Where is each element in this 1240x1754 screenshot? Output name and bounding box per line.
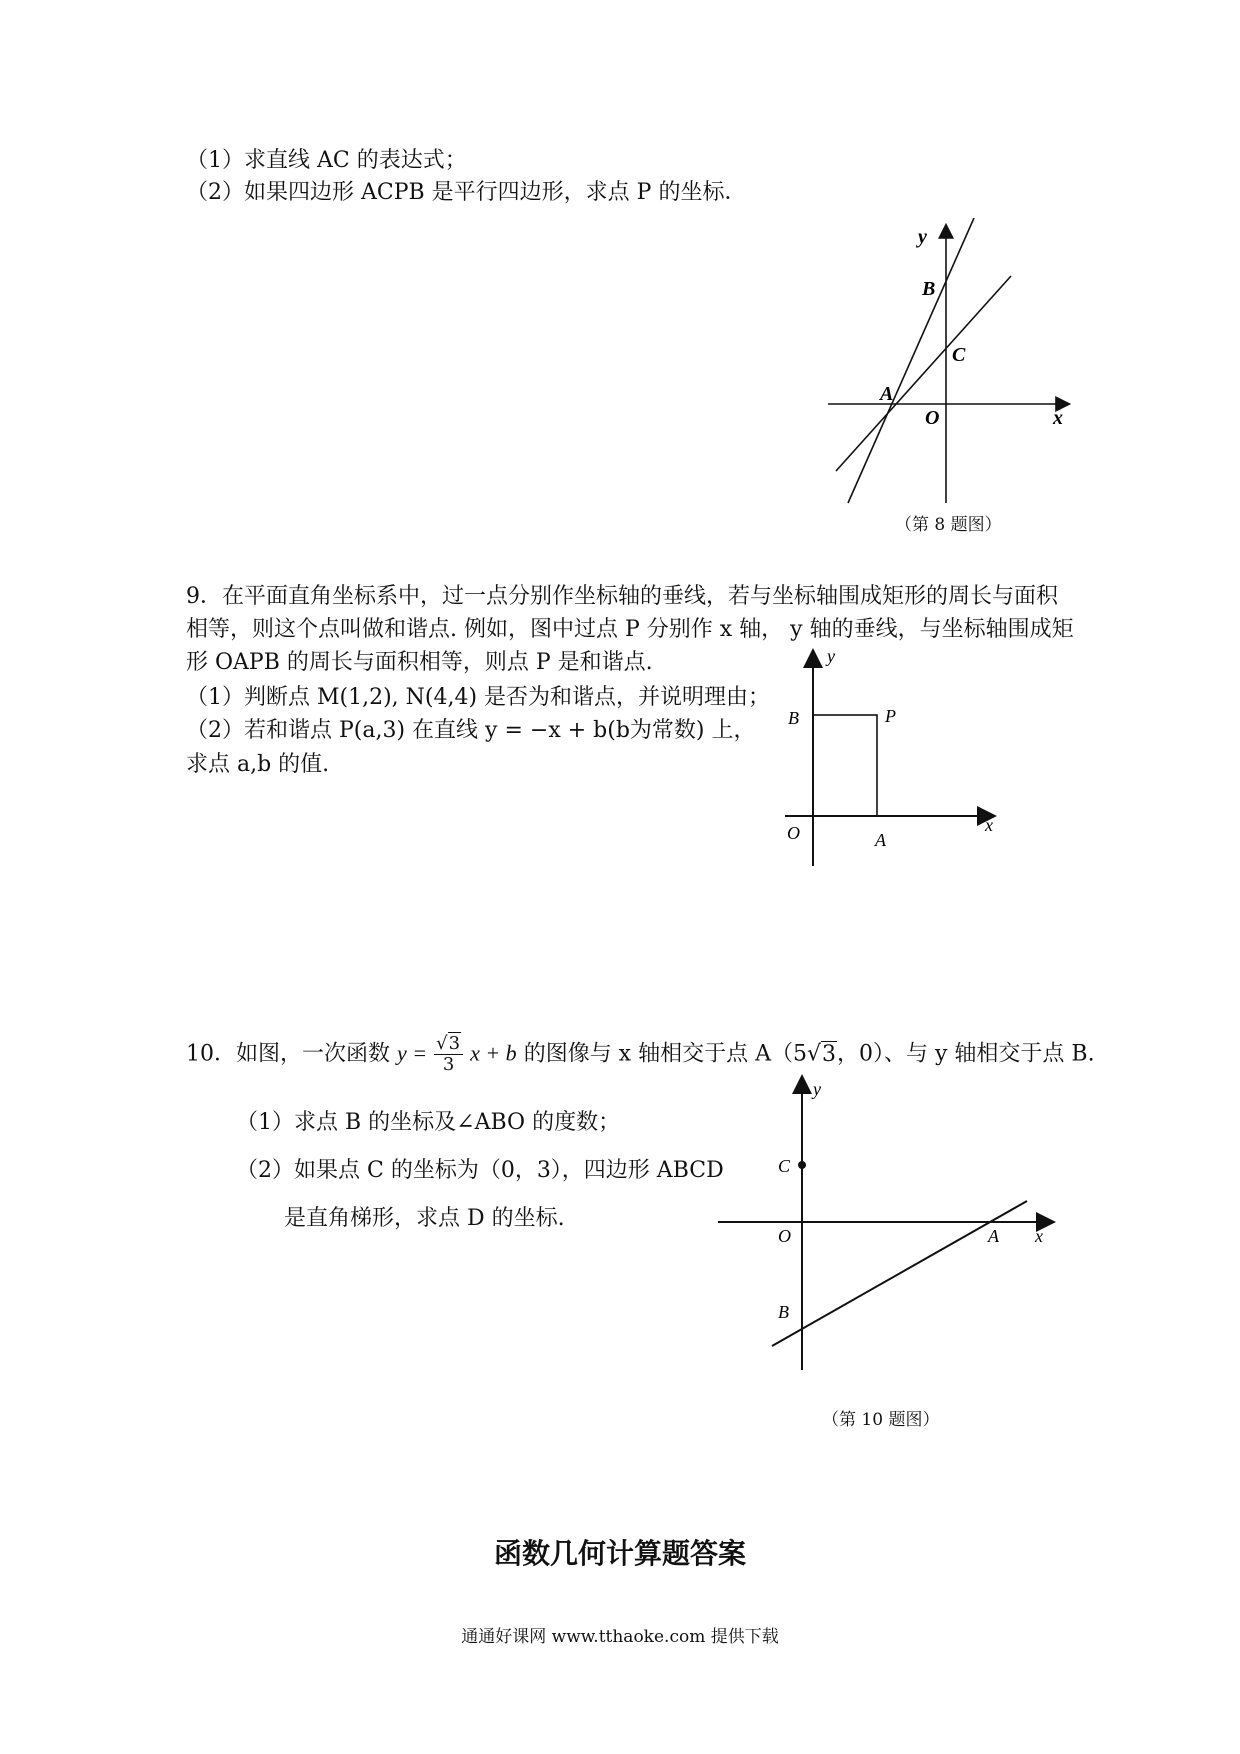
- q10-stem: [186, 1034, 1095, 1075]
- label-x: x: [1053, 407, 1063, 429]
- q10-part1: （1）求点 B 的坐标及∠ABO 的度数；: [236, 1110, 621, 1135]
- q9-part1: （1）判断点 M(1,2), N(4,4) 是否为和谐点，并说明理由；: [186, 685, 771, 710]
- q10-fraction-numerator: √3: [434, 1034, 463, 1055]
- q9-part2: （2）若和谐点 P(a,3) 在直线 y = −x + b(b为常数) 上，: [186, 718, 756, 743]
- q10-caption: （第 10 题图）: [822, 1410, 940, 1430]
- q10-rest-end: ，0）、与 y 轴相交于点 B.: [837, 1041, 1095, 1067]
- q8-part2: （2）如果四边形 ACPB 是平行四边形，求点 P 的坐标．: [186, 180, 747, 205]
- q10-rest-sqrt: √3: [806, 1041, 836, 1067]
- q10-after-frac: x + b: [470, 1040, 517, 1066]
- q10-part2: （2）如果点 C 的坐标为（0，3），四边形 ABCD: [236, 1158, 724, 1183]
- q10-rest: 的图像与 x 轴相交于点 A（5: [523, 1041, 807, 1067]
- label-x: x: [1035, 1226, 1043, 1246]
- label-o: O: [778, 1226, 791, 1246]
- q9-line2: 相等，则这个点叫做和谐点. 例如，图中过点 P 分别作 x 轴， y 轴的垂线，与坐标轴围成矩: [186, 617, 1074, 642]
- label-b: B: [922, 278, 936, 300]
- point-c: [798, 1161, 806, 1169]
- label-c: C: [952, 344, 966, 366]
- label-y: y: [813, 1079, 821, 1099]
- label-x: x: [985, 815, 993, 835]
- q10-part2b: 是直角梯形，求点 D 的坐标.: [284, 1206, 565, 1231]
- label-a: A: [875, 830, 886, 850]
- label-a: A: [988, 1226, 999, 1246]
- q9-part2b: 求点 a,b 的值.: [186, 752, 330, 777]
- line-ac: [836, 276, 1011, 471]
- label-o: O: [925, 407, 940, 429]
- label-p: P: [885, 706, 896, 726]
- q10-fraction: [434, 1034, 463, 1075]
- q9-line3: 形 OAPB 的周长与面积相等，则点 P 是和谐点.: [186, 650, 653, 675]
- q8-figure: [818, 218, 1078, 518]
- label-o: O: [787, 823, 800, 843]
- q10-fraction-denominator: 3: [442, 1054, 455, 1075]
- answer-title: 函数几何计算题答案: [493, 1537, 746, 1570]
- q8-caption: （第 8 题图）: [895, 515, 1002, 535]
- label-c: C: [778, 1156, 791, 1176]
- q10-figure: [712, 1070, 1062, 1390]
- q8-part1: （1）求直线 AC 的表达式；: [186, 148, 467, 173]
- label-b: B: [788, 708, 799, 728]
- q9-line1: 9．在平面直角坐标系中，过一点分别作坐标轴的垂线，若与坐标轴围成矩形的周长与面积: [186, 584, 1059, 609]
- rectangle-oapb: [813, 715, 877, 816]
- q9-figure: [775, 648, 1015, 873]
- footer: 通通好课网 www.tthaoke.com 提供下载: [461, 1627, 779, 1647]
- label-b: B: [778, 1302, 789, 1322]
- label-a: A: [880, 383, 894, 405]
- q10-lead: 10．如图，一次函数: [186, 1041, 390, 1067]
- label-y: y: [918, 226, 927, 248]
- q10-y-eq: y =: [397, 1040, 428, 1066]
- label-y: y: [827, 648, 835, 666]
